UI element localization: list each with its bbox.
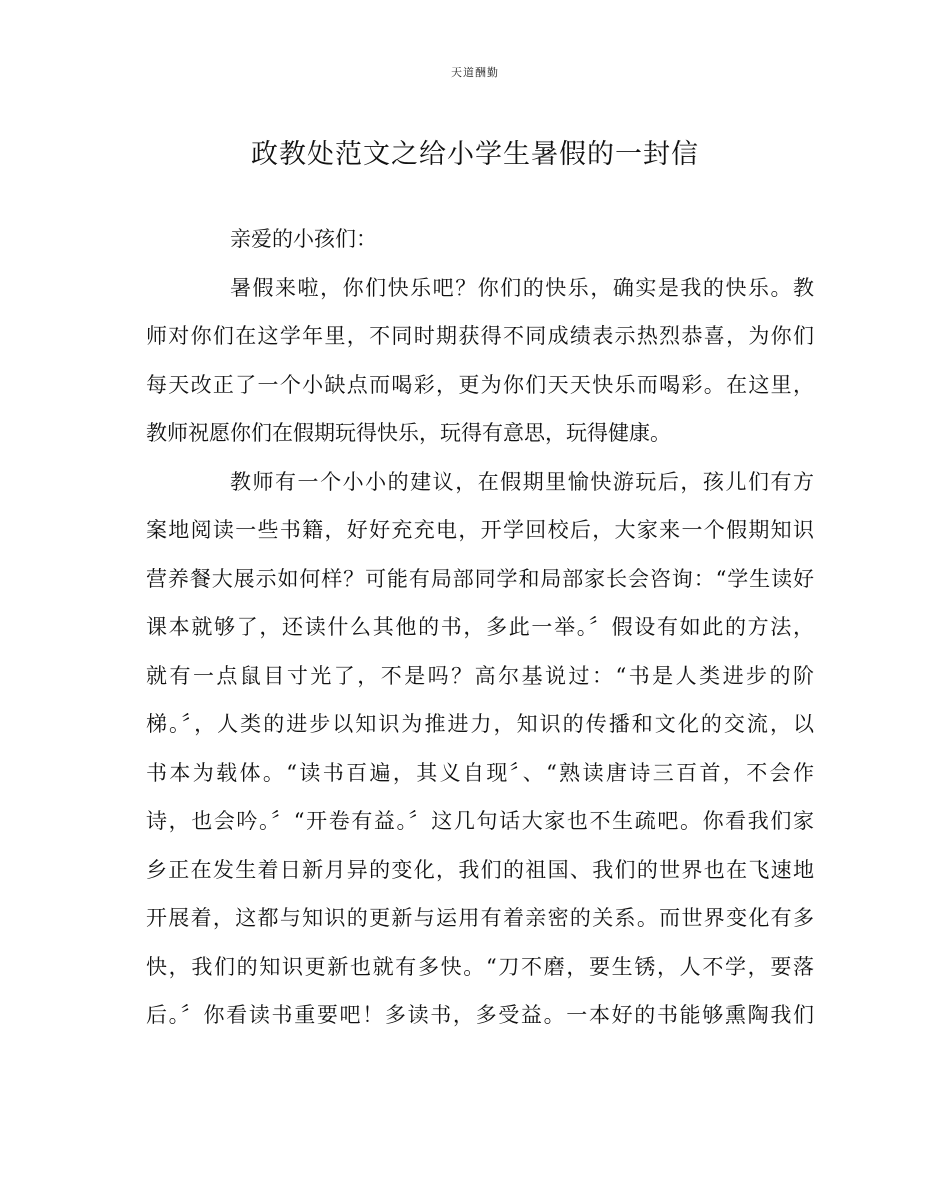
paragraph-1-line-4: 教师祝愿你们在假期玩得快乐，玩得有意思，玩得健康。 [146, 421, 671, 445]
paragraph-2-line-11: 快，我们的知识更新也就有多快。“刀不磨，要生锈，人不学，要落 [146, 954, 814, 979]
document-title: 政教处范文之给小学生暑假的一封信 [251, 139, 699, 170]
paragraph-2-line-2: 案地阅读一些书籍，好好充充电，开学回校后，大家来一个假期知识 [146, 518, 814, 542]
paragraph-2-line-9: 乡正在发生着日新月异的变化，我们的祖国、我们的世界也在飞速地 [146, 857, 814, 882]
paragraph-2-line-6: 梯。〞，人类的进步以知识为推进力，知识的传播和文化的交流，以 [146, 712, 814, 736]
paragraph-2-line-12: 后。〞你看读书重要吧！多读书，多受益。一本好的书能够熏陶我们 [146, 1003, 814, 1027]
paragraph-2-line-8: 诗，也会吟。〞“开卷有益。〞这几句话大家也不生疏吧。你看我们家 [146, 809, 814, 833]
paragraph-2-line-1: 教师有一个小小的建议，在假期里愉快游玩后，孩儿们有方 [230, 469, 814, 494]
paragraph-2-line-4: 课本就够了，还读什么其他的书，多此一举。〞假设有如此的方法， [146, 615, 814, 639]
paragraph-1-line-1: 暑假来啦，你们快乐吧？你们的快乐，确实是我的快乐。教 [230, 275, 814, 300]
paragraph-2-line-5: 就有一点鼠目寸光了，不是吗？高尔基说过：“书是人类进步的阶 [146, 663, 814, 688]
paragraph-2-line-3: 营养餐大展示如何样？可能有局部同学和局部家长会咨询：“学生读好 [146, 566, 814, 591]
paragraph-2-line-7: 书本为载体。“读书百遍，其义自现〞、“熟读唐诗三百首，不会作 [146, 760, 814, 785]
paragraph-1-line-2: 师对你们在这学年里，不同时期获得不同成绩表示热烈恭喜，为你们 [146, 324, 814, 348]
document-body [146, 215, 814, 1040]
salutation: 亲爱的小孩们： [230, 227, 377, 251]
paragraph-1-line-3: 每天改正了一个小缺点而喝彩，更为你们天天快乐而喝彩。在这里， [146, 372, 814, 397]
paragraph-2-line-10: 开展着，这都与知识的更新与运用有着亲密的关系。而世界变化有多 [146, 906, 814, 930]
page-header: 天道酬勤 [451, 66, 499, 79]
